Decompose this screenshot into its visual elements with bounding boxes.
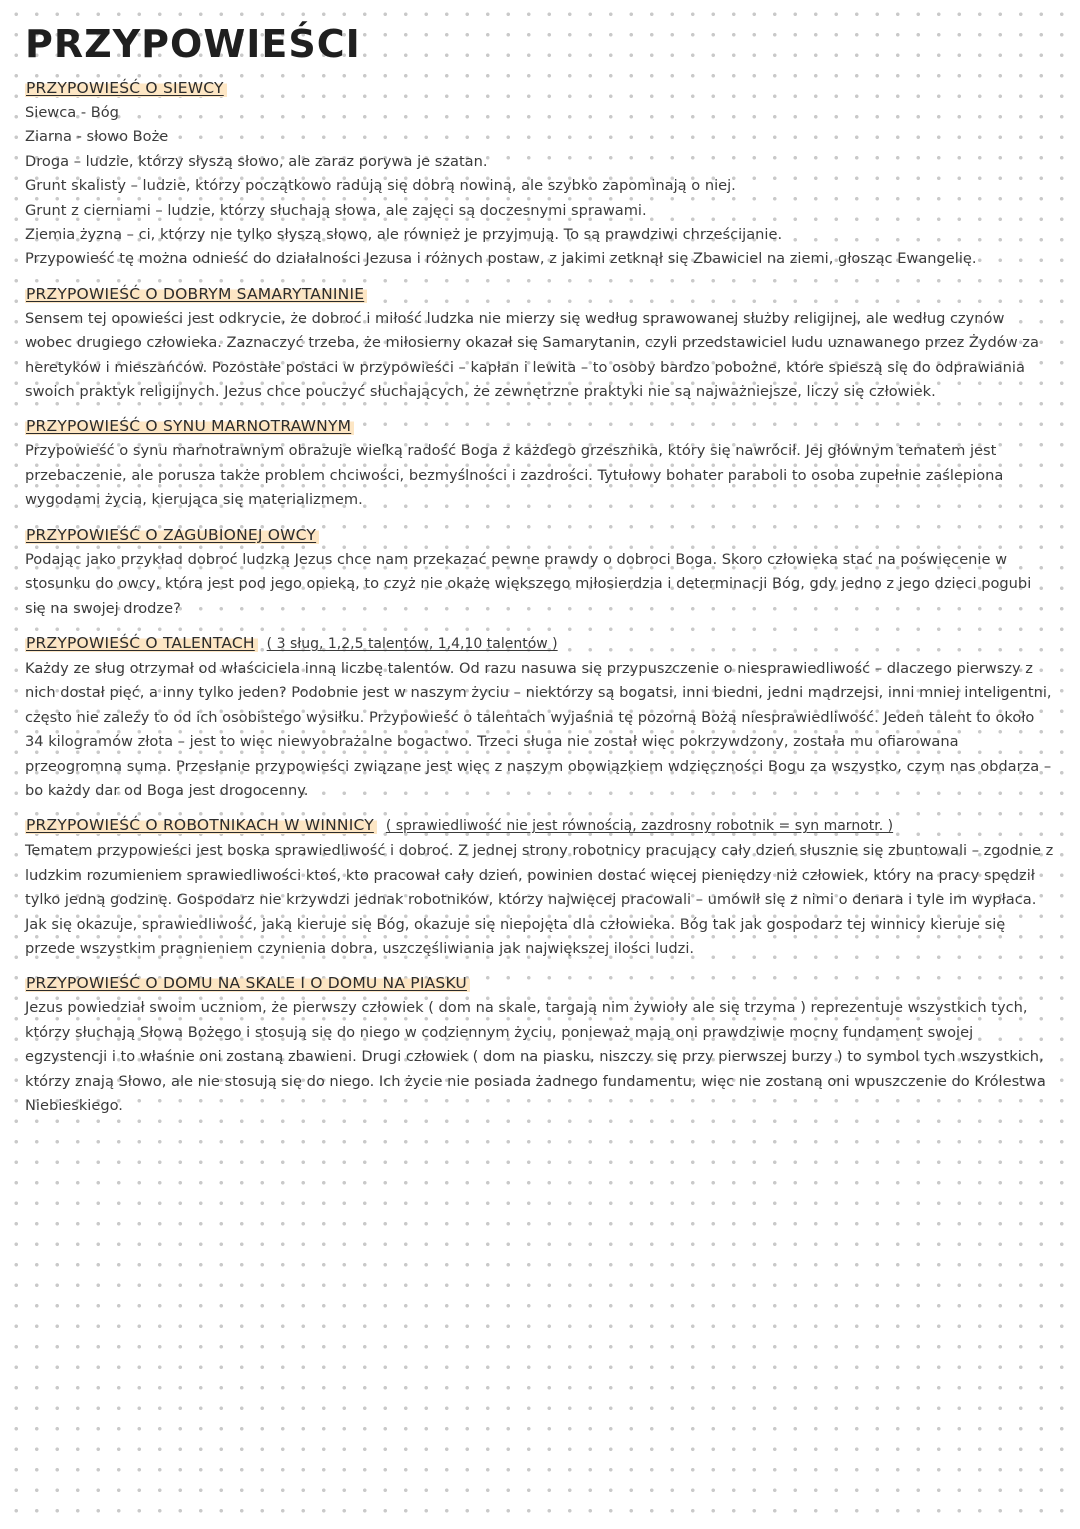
text-line: Grunt skalisty – ludzie, którzy początkowo radują się dobrą nowiną, ale szybko zapominają o niej. [25, 177, 736, 195]
section-paragraph: Każdy ze sług otrzymał od właściciela inną liczbę talentów. Od razu nasuwa się przypuszczenie o niesprawiedliwość – dlaczego pierwszy z nich dostał pięć, a inny tylko jeden? Podobnie jest w naszym życiu – niektórzy są bogatsi, inni biedni, jedni mądrzejsi, inni mniej inteligentni, często nie zależy to od ich osobistego wysiłku. Przypowieść o talentach wyjaśnia tę pozorną Bożą niesprawiedliwość. Jeden talent to około 34 kilogramów złota – jest to więc niewyobrażalne bogactwo. Trzeci sługa nie został więc pokrzywdzony, została mu ofiarowana przeogromna suma. Przesłanie przypowieści związane jest więc z naszym obowiązkiem wdzięczności Bogu za wszystko, czym nas obdarza – bo każdy dar od Boga jest drogocenny. [25, 659, 1052, 799]
section-heading-row [25, 631, 1056, 656]
text-line: Siewca - Bóg [25, 104, 119, 121]
text-line: Grunt z cierniami – ludzie, którzy słuchają słowa, ale zajęci są doczesnymi sprawami. [25, 201, 647, 219]
section-paragraph: Przypowieść o synu marnotrawnym obrazuje wielką radość Boga z każdego grzesznika, który się nawrócił. Jej głównym tematem jest przebaczenie, ale porusza także problem chciwości, bezmyślności i zazdrości. Tytułowy bohater paraboli to osoba zupełnie zaślepiona wygodami życia, kierująca się materializmem. [25, 442, 1004, 509]
section-paragraph: Podając jako przykład dobroć ludzką Jezus chce nam przekazać pewne prawdy o dobroci Boga. Skoro człowieka stać na poświęcenie w stosunku do owcy, która jest pod jego opieką, to czyż nie okaże większego miłosierdzia i determinacji Bóg, gdy jedno z jego dzieci pogubi się na swojej drodze? [25, 550, 1032, 617]
section-heading: PRZYPOWIEŚĆ O DOMU NA SKALE I O DOMU NA PIASKU [25, 974, 470, 992]
section-paragraph: Tematem przypowieści jest boska sprawiedliwość i dobroć. Z jednej strony robotnicy pracujący cały dzień słusznie się zbuntowali – zgodnie z ludzkim rozumieniem sprawiedliwości ktoś, kto pracował cały dzień, powinien dostać więcej pieniędzy niż człowiek, który na pracy spędził tylko jedną godzinę. Gospodarz nie krzywdzi jednak robotników, którzy najwięcej pracowali – umówił się z nimi o denara i tyle im wypłaca. Jak się okazuje, sprawiedliwość, jaką kieruje się Bóg, okazuje się niepojęta dla człowieka. Bóg tak jak gospodarz tej winnicy kieruje się przede wszystkim pragnieniem czynienia dobra, uszczęśliwiania jak największej ilości ludzi. [25, 842, 1054, 957]
section-heading: PRZYPOWIEŚĆ O TALENTACH [25, 634, 258, 652]
section-heading-row [25, 414, 1056, 438]
section-heading-row [25, 76, 1056, 100]
section-samarytanin [25, 282, 1056, 405]
text-line: Przypowieść tę można odnieść do działalności Jezusa i różnych postaw, z jakimi zetknął się Zbawiciel na ziemi, głosząc Ewangelię. [25, 250, 977, 268]
section-heading-note: ( sprawiedliwość nie jest równością, zazdrosny robotnik = syn marnotr. ) [385, 818, 894, 835]
section-heading: PRZYPOWIEŚĆ O DOBRYM SAMARYTANINIE [25, 285, 367, 303]
section-syn-marnotrawny [25, 414, 1056, 512]
text-line: Droga – ludzie, którzy słyszą słowo, ale zaraz porywa je szatan. [25, 152, 488, 170]
section-talenty [25, 631, 1056, 803]
section-heading-row [25, 813, 1056, 838]
section-heading: PRZYPOWIEŚĆ O SYNU MARNOTRAWNYM [25, 417, 354, 435]
section-heading: PRZYPOWIEŚĆ O ROBOTNIKACH W WINNICY [25, 816, 377, 834]
section-heading-note: ( 3 sług, 1,2,5 talentów, 1,4,10 talentów ) [266, 635, 558, 652]
section-heading: PRZYPOWIEŚĆ O ZAGUBIONEJ OWCY [25, 526, 319, 544]
section-paragraph: Jezus powiedział swoim uczniom, że pierwszy człowiek ( dom na skale, targają nim żywioły ale się trzyma ) reprezentuje wszystkich tych, którzy słuchają Słowa Bożego i stosują się do niego w codziennym życiu, ponieważ mają oni prawdziwie mocny fundament swojej egzystencji i to właśnie oni zostaną zbawieni. Drugi człowiek ( dom na piasku, niszczy się przy pierwszej burzy ) to symbol tych wszystkich, którzy znają Słowo, ale nie stosują się do niego. Ich życie nie posiada żadnego fundamentu, więc nie zostaną oni wpuszczenie do Królestwa Niebieskiego. [25, 999, 1046, 1114]
section-heading: PRZYPOWIEŚĆ O SIEWCY [25, 79, 227, 97]
section-robotnicy [25, 813, 1056, 961]
section-dom-na-skale [25, 971, 1056, 1118]
section-siewca [25, 76, 1056, 272]
section-heading-row [25, 282, 1056, 306]
page-title: PRZYPOWIEŚCI [25, 22, 361, 66]
section-heading-row [25, 971, 1056, 995]
section-paragraph: Sensem tej opowieści jest odkrycie, że dobroć i miłość ludzka nie mierzy się według sprawowanej służby religijnej, ale według czynów wobec drugiego człowieka. Zaznaczyć trzeba, że miłosierny okazał się Samarytanin, czyli przedstawiciel ludu uznawanego przez Żydów za heretyków i mieszańców. Pozostałe postaci w przypowieści – kapłan i lewita – to osoby bardzo pobożne, które spieszą się do odprawiania swoich praktyk religijnych. Jezus chce pouczyć słuchających, że zewnętrzne praktyki nie są najważniejsze, liczy się człowiek. [25, 309, 1039, 401]
text-line: Ziemia żyzna – ci, którzy nie tylko słyszą słowo, ale również je przyjmują. To są prawdziwi chrześcijanie. [25, 226, 783, 244]
text-line: Ziarna - słowo Boże [25, 128, 169, 146]
section-heading-row [25, 523, 1056, 547]
section-zagubiona-owca [25, 523, 1056, 621]
